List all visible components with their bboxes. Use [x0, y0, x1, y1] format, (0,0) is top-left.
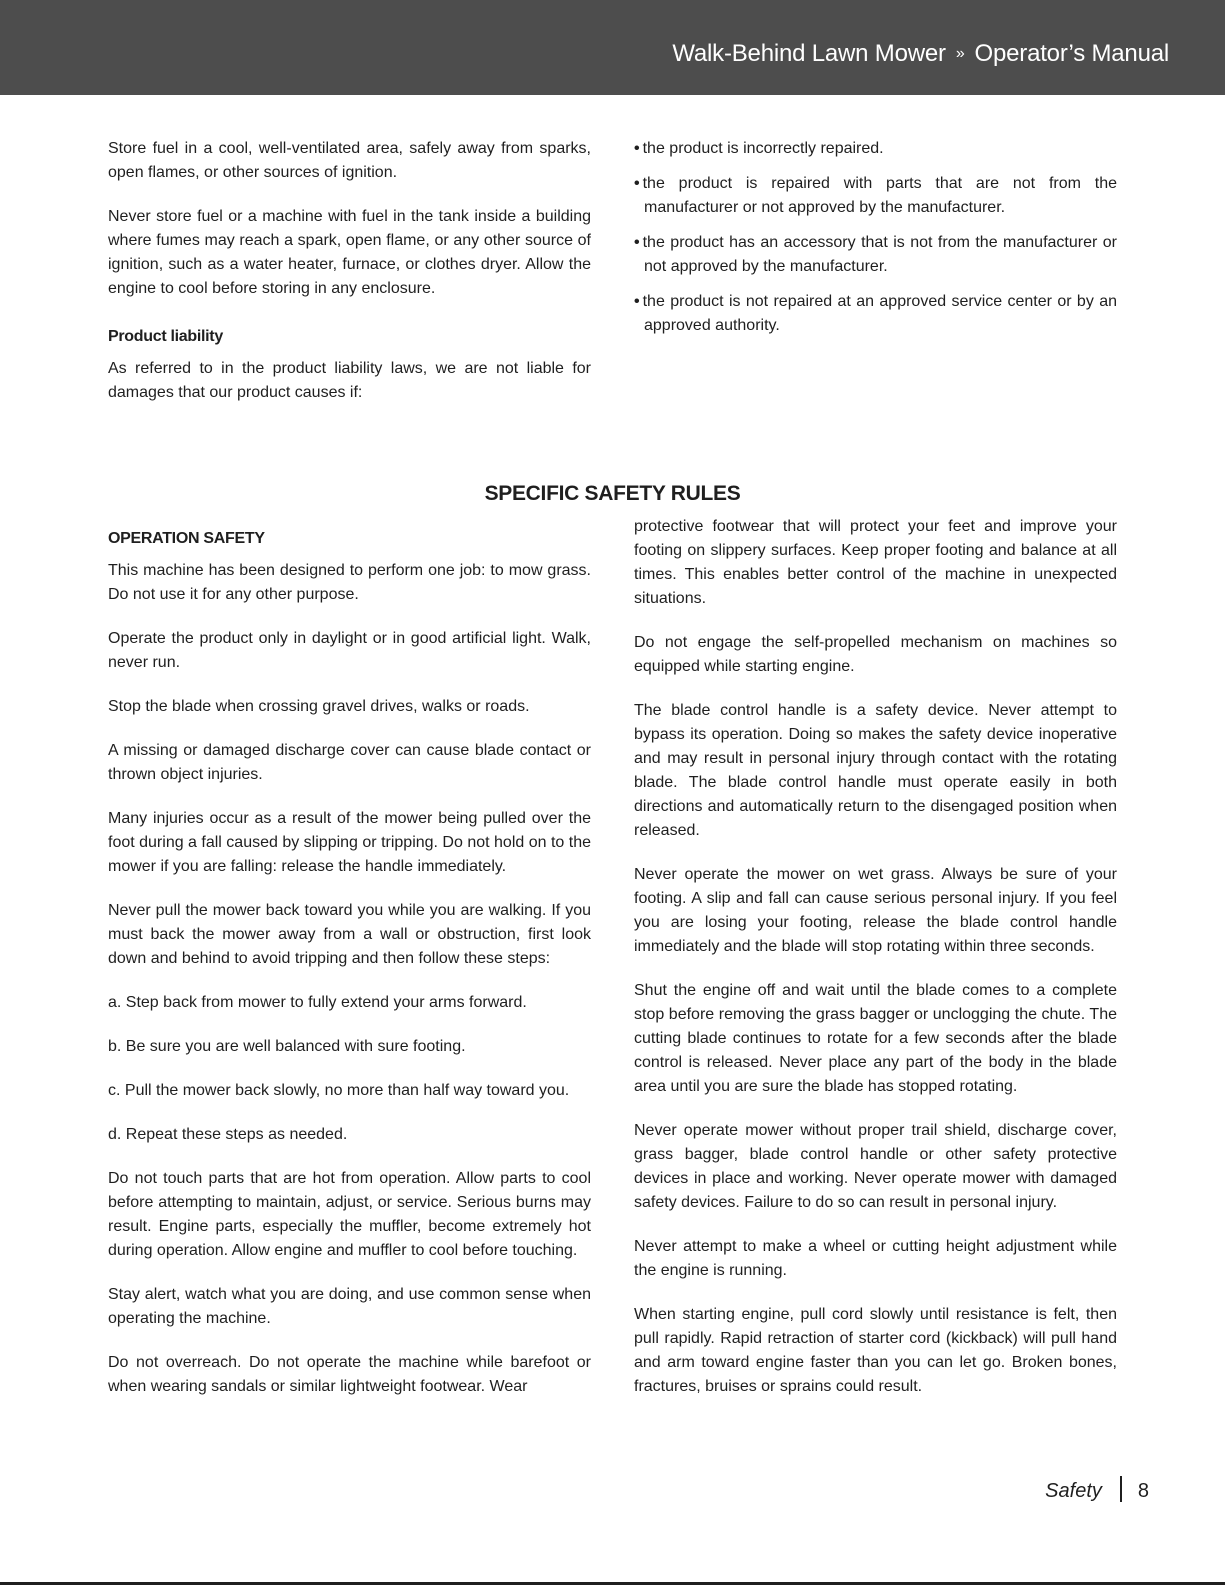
paragraph: Stay alert, watch what you are doing, and use common sense when operating the machine. [108, 1286, 591, 1327]
operation-safety-right-column [634, 515, 1117, 1399]
operation-safety-left-column [108, 527, 591, 1399]
bullet-icon: • [634, 175, 640, 192]
paragraph: Do not engage the self-propelled mechanism on machines so equipped while starting engine. [634, 634, 1117, 675]
paragraph: Never operate mower without proper trail shield, discharge cover, grass bagger, blade control handle or other safety protective devices in place and working. Never operate mower with damaged safety devices. Failure to do so can result in personal injury. [634, 1122, 1117, 1211]
header-title: Walk-Behind Lawn Mower [672, 40, 946, 67]
paragraph: Never operate the mower on wet grass. Always be sure of your footing. A slip and fall can cause serious personal injury. If you feel you are losing your footing, release the blade control handle immediately and the blade will stop rotating within three seconds. [634, 866, 1117, 955]
list-item [634, 290, 1117, 338]
paragraph: Stop the blade when crossing gravel drives, walks or roads. [108, 698, 530, 715]
page-number: 8 [1137, 1480, 1149, 1502]
paragraph: This machine has been designed to perform one job: to mow grass. Do not use it for any other purpose. [108, 562, 591, 603]
list-item-text: the product is not repaired at an approved service center or by an approved authority. [642, 293, 1117, 334]
list-item [634, 137, 1117, 161]
operation-safety-heading: OPERATION SAFETY [108, 530, 265, 547]
step-c: c. Pull the mower back slowly, no more than half way toward you. [108, 1082, 570, 1099]
footer-section-label: Safety [1045, 1480, 1102, 1502]
list-item-text: the product has an accessory that is not from the manufacturer or not approved by the manufacturer. [642, 234, 1117, 275]
liability-bullet-list [634, 137, 1117, 338]
paragraph: A missing or damaged discharge cover can cause blade contact or thrown object injuries. [108, 742, 591, 783]
paragraph: Operate the product only in daylight or in good artificial light. Walk, never run. [108, 630, 591, 671]
page-header [0, 0, 1225, 95]
bullet-icon: • [634, 293, 640, 310]
bullet-icon: • [634, 140, 640, 157]
paragraph: Shut the engine off and wait until the blade comes to a complete stop before removing the grass bagger or unclogging the chute. The cutting blade continues to rotate for a few seconds after the blade control is released. Never place any part of the body in the blade area until you are sure the blade has stopped rotating. [634, 982, 1117, 1095]
list-item [634, 172, 1117, 220]
section-title: SPECIFIC SAFETY RULES [484, 482, 741, 505]
step-b: b. Be sure you are well balanced with sure footing. [108, 1038, 466, 1055]
breadcrumb-separator: » [955, 45, 965, 62]
paragraph: Many injuries occur as a result of the mower being pulled over the foot during a fall caused by slipping or tripping. Do not hold on to the mower if you are falling: release the handle immediately. [108, 810, 591, 875]
bullet-icon: • [634, 234, 640, 251]
fuel-storage-paragraph: Store fuel in a cool, well-ventilated area, safely away from sparks, open flames, or other sources of ignition. [108, 140, 591, 181]
paragraph: When starting engine, pull cord slowly until resistance is felt, then pull rapidly. Rapid retraction of starter cord (kickback) will pull hand and arm toward engine faster than you can let go. Broken bones, fractures, bruises or sprains could result. [634, 1306, 1117, 1395]
paragraph: protective footwear that will protect your feet and improve your footing on slippery surfaces. Keep proper footing and balance at all times. This enables better control of the machine in unexpected situations. [634, 518, 1117, 607]
page-footer [1045, 1476, 1149, 1503]
list-item [634, 231, 1117, 279]
step-a: a. Step back from mower to fully extend your arms forward. [108, 994, 527, 1011]
step-d: d. Repeat these steps as needed. [108, 1126, 348, 1143]
list-item-text: the product is repaired with parts that are not from the manufacturer or not approved by the manufacturer. [642, 175, 1117, 216]
top-right-column [634, 137, 1117, 349]
top-left-column [108, 137, 591, 405]
product-liability-heading: Product liability [108, 328, 223, 345]
paragraph: The blade control handle is a safety device. Never attempt to bypass its operation. Doing so makes the safety device inoperative and may result in personal injury through contact with the rotating blade. The blade control handle must operate easily in both directions and automatically return to the disengaged position when released. [634, 702, 1117, 839]
fuel-enclosure-paragraph: Never store fuel or a machine with fuel in the tank inside a building where fumes may reach a spark, open flame, or any other source of ignition, such as a water heater, furnace, or clothes dryer. Allow the engine to cool before storing in any enclosure. [108, 208, 591, 297]
header-subtitle: Operator’s Manual [974, 40, 1169, 67]
list-item-text: the product is incorrectly repaired. [642, 140, 884, 157]
paragraph: Do not touch parts that are hot from operation. Allow parts to cool before attempting to maintain, adjust, or service. Serious burns may result. Engine parts, especially the muffler, become extremely hot during operation. Allow engine and muffler to cool before touching. [108, 1170, 591, 1259]
product-liability-paragraph: As referred to in the product liability laws, we are not liable for damages that our product causes if: [108, 360, 591, 401]
paragraph: Never attempt to make a wheel or cutting height adjustment while the engine is running. [634, 1238, 1117, 1279]
paragraph: Do not overreach. Do not operate the machine while barefoot or when wearing sandals or similar lightweight footwear. Wear [108, 1354, 591, 1395]
footer-divider [1120, 1476, 1122, 1502]
paragraph: Never pull the mower back toward you while you are walking. If you must back the mower away from a wall or obstruction, first look down and behind to avoid tripping and then follow these steps: [108, 902, 591, 967]
header-breadcrumb [672, 40, 1169, 68]
